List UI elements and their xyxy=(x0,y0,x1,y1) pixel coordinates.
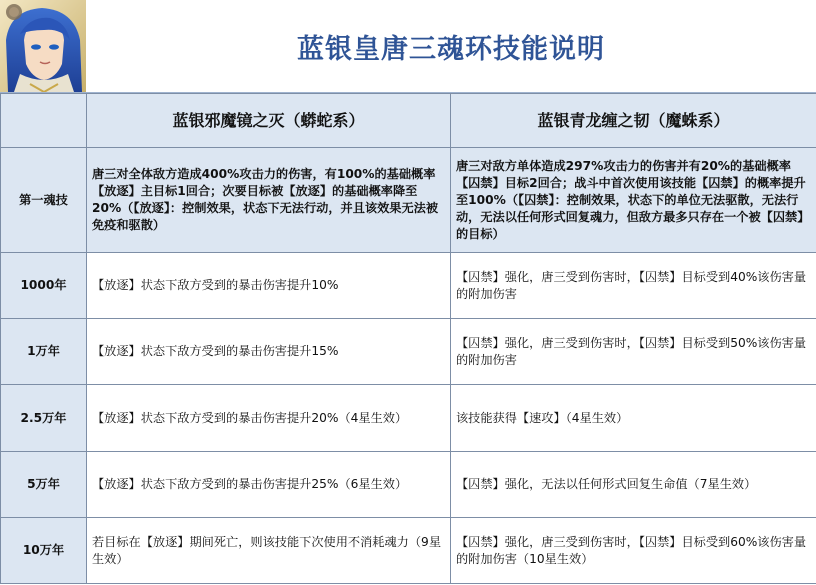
table-row xyxy=(1,518,816,584)
left-skill-cell: 【放逐】状态下敌方受到的暴击伤害提升25%（6星生效） xyxy=(87,452,451,518)
table-row xyxy=(1,319,816,385)
right-skill-cell: 唐三对敌方单体造成297%攻击力的伤害并有20%的基础概率【囚禁】目标2回合；战斗中首次使用该技能【囚禁】的概率提升至100%（【囚禁】：控制效果，状态下的单位无法驱散，无法行动，无法以任何形式回复魂力，但敌方最多只存在一个被【囚禁】的目标） xyxy=(451,148,816,253)
tier-label: 1000年 xyxy=(1,253,87,319)
right-skill-cell: 【囚禁】强化，唐三受到伤害时，【囚禁】目标受到50%该伤害量的附加伤害 xyxy=(451,319,816,385)
table-header-row xyxy=(1,94,816,148)
character-portrait xyxy=(0,0,86,92)
right-skill-cell: 【囚禁】强化，无法以任何形式回复生命值（7星生效） xyxy=(451,452,816,518)
tier-label: 2.5万年 xyxy=(1,385,87,452)
left-skill-cell: 若目标在【放逐】期间死亡，则该技能下次使用不消耗魂力（9星生效） xyxy=(87,518,451,584)
table-row xyxy=(1,452,816,518)
left-skill-cell: 【放逐】状态下敌方受到的暴击伤害提升10% xyxy=(87,253,451,319)
right-skill-cell: 【囚禁】强化，唐三受到伤害时，【囚禁】目标受到60%该伤害量的附加伤害（10星生效） xyxy=(451,518,816,584)
column-header-left: 蓝银邪魔镜之灭（蟒蛇系） xyxy=(87,94,451,148)
table-row xyxy=(1,253,816,319)
left-skill-cell: 【放逐】状态下敌方受到的暴击伤害提升15% xyxy=(87,319,451,385)
table-row xyxy=(1,148,816,253)
tier-label: 5万年 xyxy=(1,452,87,518)
left-skill-cell: 【放逐】状态下敌方受到的暴击伤害提升20%（4星生效） xyxy=(87,385,451,452)
left-skill-cell: 唐三对全体敌方造成400%攻击力的伤害，有100%的基础概率【放逐】主目标1回合；次要目标被【放逐】的基础概率降至20%（【放逐】：控制效果，状态下无法行动，并且该效果无法被免疫和驱散） xyxy=(87,148,451,253)
tier-label: 第一魂技 xyxy=(1,148,87,253)
right-skill-cell: 该技能获得【速攻】（4星生效） xyxy=(451,385,816,452)
right-skill-cell: 【囚禁】强化，唐三受到伤害时，【囚禁】目标受到40%该伤害量的附加伤害 xyxy=(451,253,816,319)
tier-label: 1万年 xyxy=(1,319,87,385)
tier-label: 10万年 xyxy=(1,518,87,584)
header-band xyxy=(0,0,816,93)
table-row xyxy=(1,385,816,452)
portrait-image xyxy=(0,0,86,92)
column-header-right: 蓝银青龙缠之韧（魔蛛系） xyxy=(451,94,816,148)
corner-cell xyxy=(1,94,87,148)
page-title: 蓝银皇唐三魂环技能说明 xyxy=(297,33,605,65)
skill-table xyxy=(0,93,816,584)
